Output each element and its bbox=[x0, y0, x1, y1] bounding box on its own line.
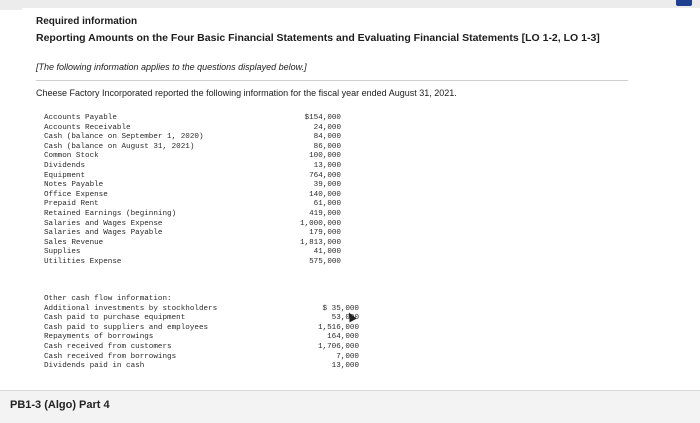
account-value: 575,000 bbox=[309, 258, 341, 266]
question-title: Reporting Amounts on the Four Basic Financial Statements and Evaluating Financial Statements [LO 1-2, LO 1-3] bbox=[36, 32, 600, 44]
cash-flow-label: Cash received from borrowings bbox=[44, 352, 177, 361]
cash-flow-label: Dividends paid in cash bbox=[44, 362, 145, 371]
account-value: 764,000 bbox=[309, 171, 341, 180]
account-value: 86,000 bbox=[313, 142, 341, 151]
cash-flow-label: Cash paid to suppliers and employees bbox=[44, 323, 209, 332]
account-label: Notes Payable bbox=[44, 181, 104, 190]
account-label: Dividends bbox=[44, 162, 86, 170]
account-value: 179,000 bbox=[309, 229, 341, 238]
account-value: 24,000 bbox=[313, 123, 341, 132]
account-label: Cash (balance on September 1, 2020) bbox=[44, 133, 204, 142]
cash-flow-label: Cash received from customers bbox=[44, 343, 172, 351]
account-label: Accounts Receivable bbox=[44, 123, 131, 132]
cash-flow-label: Cash paid to purchase equipment bbox=[44, 314, 186, 323]
part-label: PB1-3 (Algo) Part 4 bbox=[10, 399, 110, 411]
account-value: 1,813,000 bbox=[299, 238, 341, 247]
account-label: Sales Revenue bbox=[44, 238, 104, 247]
divider bbox=[36, 80, 628, 81]
account-label: Equipment bbox=[44, 171, 86, 180]
account-label: Office Expense bbox=[44, 190, 108, 199]
account-value: 419,000 bbox=[309, 210, 341, 218]
account-value: 41,000 bbox=[313, 248, 341, 257]
bookmark-icon[interactable] bbox=[676, 0, 692, 6]
account-value: 100,000 bbox=[309, 152, 341, 161]
account-label: Retained Earnings (beginning) bbox=[44, 210, 177, 218]
account-label: Salaries and Wages Payable bbox=[44, 229, 163, 238]
account-label: Accounts Payable bbox=[44, 114, 117, 122]
cash-flow-value: 7,000 bbox=[336, 352, 359, 361]
account-value: 1,000,000 bbox=[299, 219, 341, 228]
cash-flow-value: 1,706,000 bbox=[317, 343, 359, 351]
cash-flow-heading: Other cash flow information: bbox=[44, 295, 172, 303]
cash-flow-value: 1,516,000 bbox=[317, 323, 359, 332]
cash-flow-value: 164,000 bbox=[327, 333, 359, 342]
account-value: 39,000 bbox=[313, 181, 341, 190]
account-value: 140,000 bbox=[309, 190, 341, 199]
cash-flow-value: 53,000 bbox=[331, 314, 359, 323]
account-label: Utilities Expense bbox=[44, 258, 122, 266]
cash-flow-label: Repayments of borrowings bbox=[44, 333, 154, 342]
intro-text: Cheese Factory Incorporated reported the following information for the fiscal year ended August 31, 2021. bbox=[36, 88, 457, 98]
account-label: Cash (balance on August 31, 2021) bbox=[44, 142, 195, 151]
info-note: [The following information applies to the questions displayed below.] bbox=[36, 62, 307, 72]
account-label: Supplies bbox=[44, 248, 81, 257]
account-label: Prepaid Rent bbox=[44, 200, 99, 209]
cash-flow-value: 13,000 bbox=[331, 362, 359, 371]
account-value: 61,000 bbox=[313, 200, 341, 209]
cash-flow-value: $ 35,000 bbox=[322, 304, 359, 313]
account-value: 13,000 bbox=[313, 162, 341, 170]
required-info-label: Required information bbox=[36, 16, 138, 27]
account-label: Common Stock bbox=[44, 152, 99, 161]
account-label: Salaries and Wages Expense bbox=[44, 219, 163, 228]
part-header[interactable] bbox=[0, 390, 700, 423]
account-value: 84,000 bbox=[313, 133, 341, 142]
question-panel bbox=[22, 8, 700, 390]
cash-flow-label: Additional investments by stockholders bbox=[44, 304, 218, 313]
account-value: $154,000 bbox=[304, 114, 341, 122]
